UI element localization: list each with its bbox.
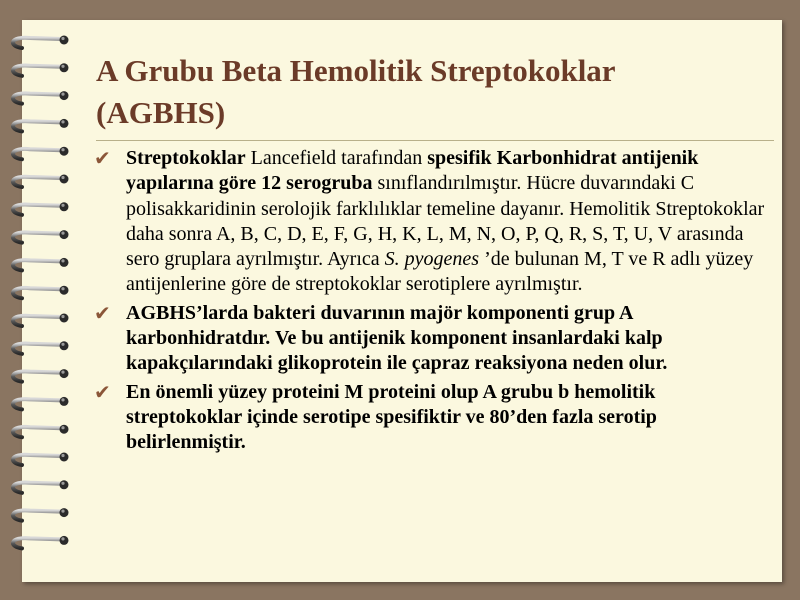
title-line-1: A Grubu Beta Hemolitik Streptokoklar — [96, 53, 616, 88]
spiral-ring-icon — [13, 453, 69, 466]
spiral-ring-icon — [13, 63, 69, 76]
bullet-item-2 — [94, 301, 770, 377]
bullet-item-3 — [94, 380, 770, 456]
spiral-ring-icon — [13, 369, 69, 382]
bullet-1-emphasis: spesifik Karbonhidrat antijenik yapılarına göre 12 serogruba — [126, 147, 699, 195]
spiral-ring-icon — [13, 480, 69, 493]
checkmark-icon: ✔ — [94, 300, 111, 325]
bullet-1-term: Streptokoklar — [126, 147, 246, 169]
slide-title — [96, 50, 756, 134]
bullet-list — [94, 146, 770, 459]
bullet-1-species: S. pyogenes — [384, 248, 480, 271]
spiral-ring-icon — [13, 425, 69, 438]
checkmark-icon: ✔ — [94, 379, 111, 404]
spiral-ring-icon — [13, 202, 69, 215]
spiral-ring-icon — [13, 175, 69, 188]
checkmark-icon: ✔ — [94, 146, 111, 170]
title-divider — [96, 140, 774, 141]
spiral-ring-icon — [13, 314, 69, 327]
bullet-1-text-a: Lancefield tarafından — [245, 147, 428, 169]
spiral-ring-icon — [13, 258, 69, 271]
spiral-ring-icon — [13, 230, 69, 243]
spiral-ring-icon — [13, 536, 69, 549]
spiral-ring-icon — [13, 397, 69, 410]
spiral-ring-icon — [13, 36, 69, 49]
spiral-binding — [0, 0, 80, 600]
spiral-ring-icon — [13, 147, 69, 160]
bullet-2-text: AGBHS’larda bakteri duvarının majör komponenti grup A karbonhidratdır. Ve bu antijenik komponent insanlardaki kalp kapakçılarındaki glikoprotein ile çapraz reaksiyona neden olur. — [126, 301, 668, 375]
bullet-1-text-c: ’de bulunan M, T ve R adlı yüzey antijenlerine göre de streptokoklar serotiplere ayrılmıştır. — [126, 248, 754, 296]
spiral-ring-icon — [13, 286, 69, 299]
spiral-ring-icon — [13, 341, 69, 354]
spiral-ring-icon — [13, 119, 69, 131]
bullet-3-text: En önemli yüzey proteini M proteini olup A grubu b hemolitik streptokoklar içinde serotipe spesifiktir ve 80’den fazla serotip belirlenmiştir. — [126, 380, 657, 454]
spiral-ring-icon — [13, 91, 69, 104]
title-line-2: (AGBHS) — [96, 95, 226, 130]
bullet-1-text-b: sınıflandırılmıştır. Hücre duvarındaki C polisakkaridinin serolojik farklılıklar temeline dayanır. Hemolitik Streptokoklar daha sonra A, B, C, D, E, F, G, H, K, L, M, N, O, P, Q, R, S, T, U, V arasında sero gruplara ayrılmıştır. Ayrıca — [126, 172, 765, 271]
bullet-item-1 — [94, 146, 770, 298]
spiral-ring-icon — [13, 508, 69, 521]
